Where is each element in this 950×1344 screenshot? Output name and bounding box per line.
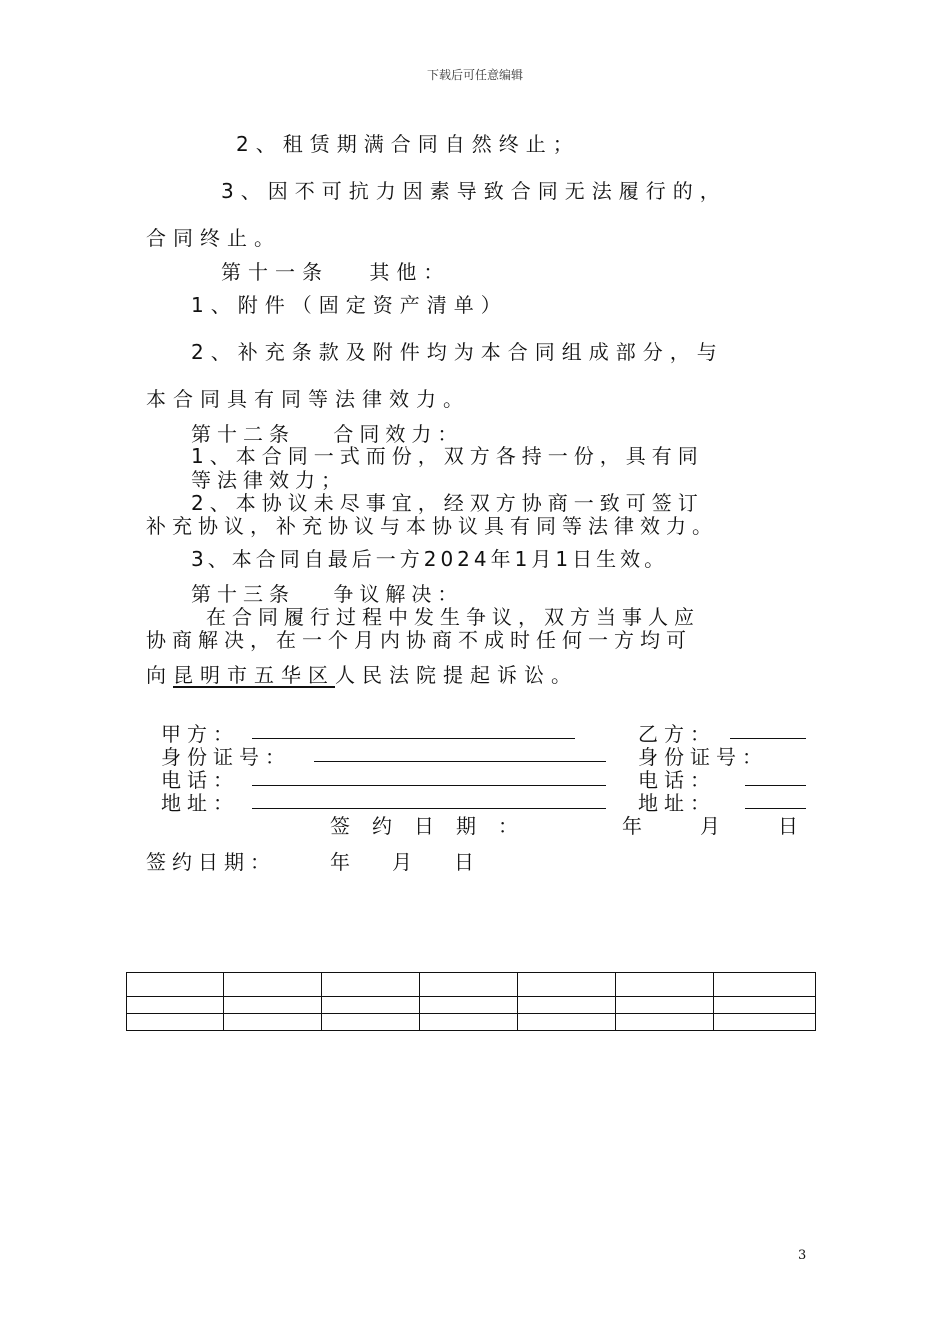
table-row	[127, 973, 816, 997]
party-b-id-label: 身份证号：	[638, 745, 768, 769]
table-cell[interactable]	[127, 973, 224, 997]
table-cell[interactable]	[616, 973, 714, 997]
table-cell[interactable]	[714, 973, 816, 997]
table-cell[interactable]	[224, 973, 322, 997]
party-a-label: 甲方：	[161, 722, 239, 746]
clause-11-item-2-line2: 本合同具有同等法律效力。	[146, 387, 470, 411]
sign-date-label: 签约日期：	[330, 814, 540, 838]
table-row	[127, 997, 816, 1014]
table-cell[interactable]	[616, 997, 714, 1014]
clause-11-title: 第十一条 其他：	[221, 260, 451, 284]
party-a-address-line[interactable]	[252, 808, 606, 809]
clause-10-item-3-line1: 3、因不可抗力因素导致合同无法履行的，	[221, 179, 727, 203]
clause-11-item-2-line1: 2、补充条款及附件均为本合同组成部分，与	[191, 340, 724, 364]
table-cell[interactable]	[224, 997, 322, 1014]
sign-day: 日	[778, 814, 798, 838]
table-row	[127, 1014, 816, 1031]
table-cell[interactable]	[224, 1014, 322, 1031]
party-a-phone-label: 电话：	[161, 768, 239, 792]
table-cell[interactable]	[518, 973, 616, 997]
table-cell[interactable]	[518, 1014, 616, 1031]
party-b-label: 乙方：	[638, 722, 716, 746]
table-cell[interactable]	[714, 1014, 816, 1031]
table-cell[interactable]	[420, 1014, 518, 1031]
clause-11-item-1: 1、附件（固定资产清单）	[191, 293, 508, 317]
clause-10-item-2: 2、租赁期满合同自然终止；	[236, 132, 580, 156]
court-suffix: 人民法院提起诉讼。	[335, 663, 578, 687]
clause-12-item-3: 3、本合同自最后一方2024年1月1日生效。	[191, 547, 669, 571]
sign-date-label-2: 签约日期：	[146, 850, 276, 874]
page-header: 下载后可任意编辑	[426, 68, 523, 82]
court-name: 昆明市五华区	[173, 663, 335, 687]
table-cell[interactable]	[322, 997, 420, 1014]
clause-10-item-3-line2: 合同终止。	[146, 226, 281, 250]
party-b-phone-label: 电话：	[638, 768, 716, 792]
empty-table	[126, 972, 816, 1031]
sign-year-2: 年	[330, 850, 350, 874]
table-cell[interactable]	[127, 1014, 224, 1031]
clause-12-title: 第十二条 合同效力：	[191, 422, 464, 446]
clause-13-line2: 协商解决，在一个月内协商不成时任何一方均可	[146, 628, 692, 652]
table-cell[interactable]	[420, 997, 518, 1014]
clause-12-item-1-line1: 1、本合同一式而份，双方各持一份，具有同	[191, 444, 704, 468]
table-cell[interactable]	[322, 1014, 420, 1031]
table-cell[interactable]	[518, 997, 616, 1014]
sign-month-2: 月	[392, 850, 412, 874]
sign-month: 月	[700, 814, 720, 838]
table-cell[interactable]	[420, 973, 518, 997]
party-a-line[interactable]	[252, 738, 575, 739]
table-cell[interactable]	[616, 1014, 714, 1031]
party-a-address-label: 地址：	[161, 791, 239, 815]
table-cell[interactable]	[714, 997, 816, 1014]
clause-13-title: 第十三条 争议解决：	[191, 582, 464, 606]
party-b-phone-line[interactable]	[745, 785, 806, 786]
party-b-line[interactable]	[730, 738, 806, 739]
sign-day-2: 日	[454, 850, 474, 874]
table-cell[interactable]	[322, 973, 420, 997]
party-b-address-label: 地址：	[638, 791, 716, 815]
party-a-id-label: 身份证号：	[161, 745, 291, 769]
party-b-address-line[interactable]	[745, 808, 806, 809]
clause-13-line1: 在合同履行过程中发生争议，双方当事人应	[206, 605, 700, 629]
court-prefix: 向	[146, 663, 173, 687]
clause-12-item-2-line1: 2、本协议未尽事宜，经双方协商一致可签订	[191, 491, 704, 515]
party-a-phone-line[interactable]	[252, 785, 606, 786]
page-number: 3	[798, 1248, 807, 1263]
clause-13-line3	[146, 659, 578, 688]
sign-year: 年	[622, 814, 642, 838]
clause-12-item-2-line2: 补充协议，补充协议与本协议具有同等法律效力。	[146, 514, 718, 538]
party-a-id-line[interactable]	[314, 761, 606, 762]
clause-12-item-1-line2: 等法律效力；	[191, 468, 347, 492]
table-cell[interactable]	[127, 997, 224, 1014]
